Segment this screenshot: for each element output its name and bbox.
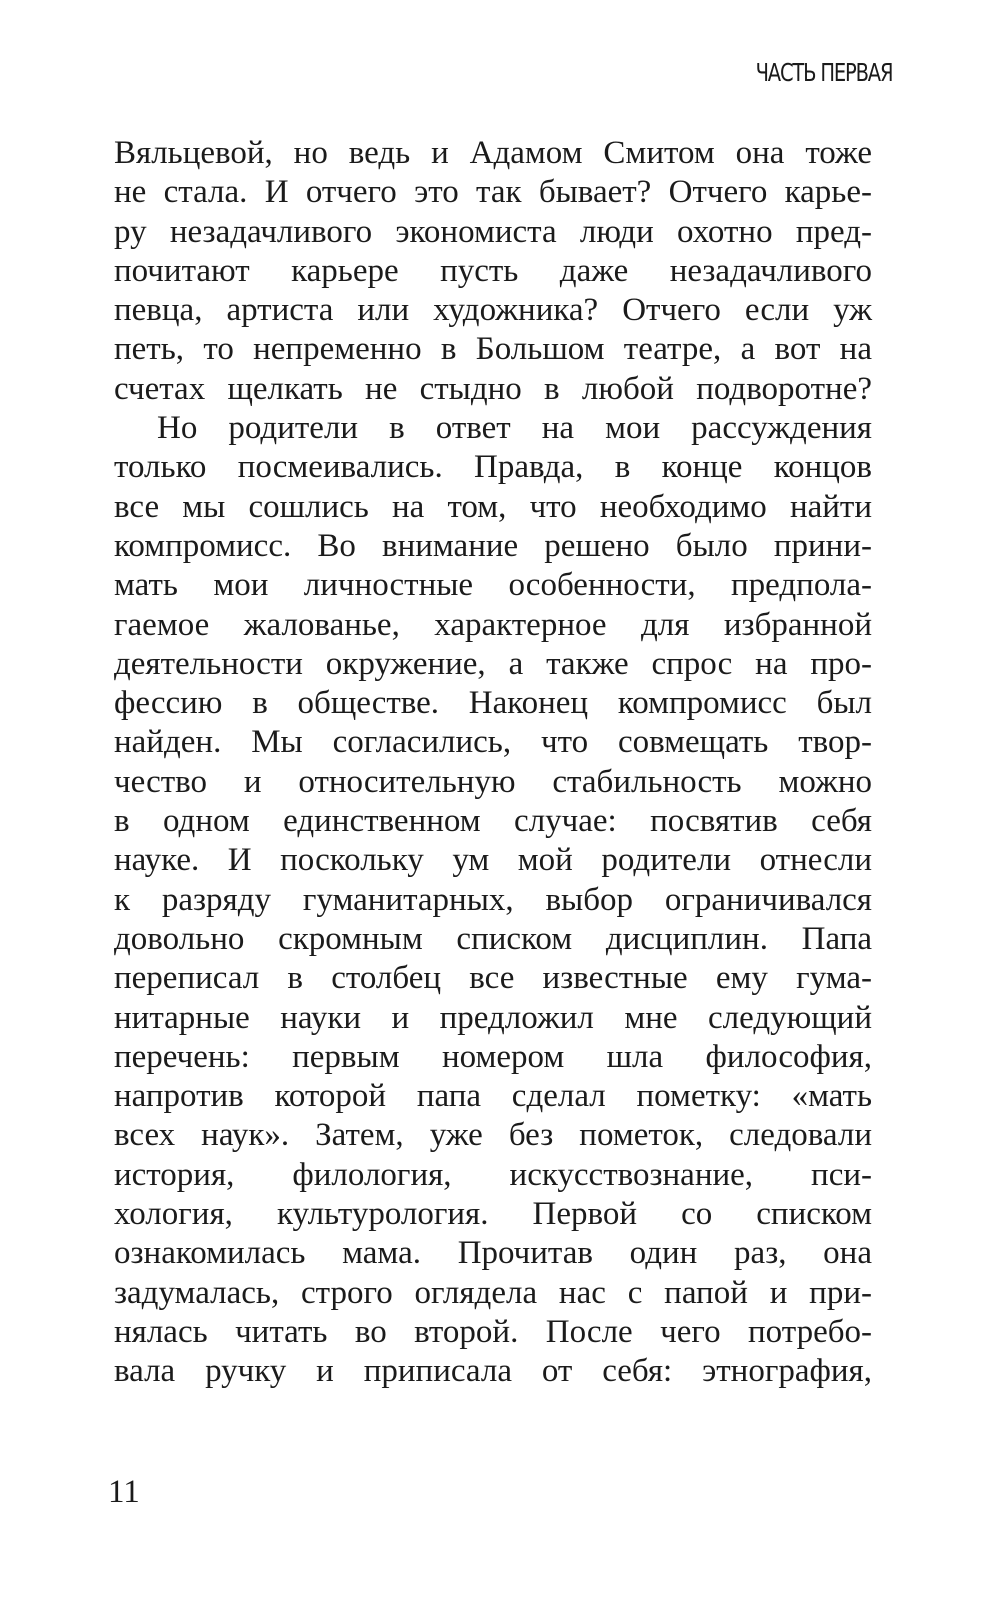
text-line: к разряду гуманитарных, выбор ограничивался	[114, 881, 872, 918]
text-line: вала ручку и приписала от себя: этнография,	[114, 1353, 872, 1390]
body-text	[114, 134, 872, 1392]
text-line: все мы сошлись на том, что необходимо найти	[114, 488, 872, 525]
text-line: ознакомилась мама. Прочитав один раз, она	[114, 1235, 872, 1272]
text-line: петь, то непременно в Большом театре, а вот на	[114, 331, 872, 368]
text-line: перечень: первым номером шла философия,	[114, 1038, 872, 1075]
text-line: фессию в обществе. Наконец компромисс был	[114, 685, 872, 722]
text-line: хология, культурология. Первой со списком	[114, 1196, 872, 1233]
text-line: только посмеивались. Правда, в конце концов	[114, 449, 872, 486]
text-line: Но родители в ответ на мои рассуждения	[157, 410, 872, 447]
text-line: переписал в столбец все известные ему гума-	[114, 960, 872, 997]
text-line: не стала. И отчего это так бывает? Отчего карье-	[114, 174, 872, 211]
text-line: нялась читать во второй. После чего потребо-	[114, 1313, 872, 1350]
text-line: ру незадачливого экономиста люди охотно пред-	[114, 213, 872, 250]
text-line: деятельности окружение, а также спрос на про-	[114, 645, 872, 682]
text-line: задумалась, строго оглядела нас с папой и при-	[114, 1274, 872, 1311]
text-line: история, филология, искусствознание, пси-	[114, 1156, 872, 1193]
text-line: компромисс. Во внимание решено было прини-	[114, 527, 872, 564]
text-line: Вяльцевой, но ведь и Адамом Смитом она тоже	[114, 135, 872, 171]
page-number: 11	[108, 1474, 140, 1510]
text-line: певца, артиста или художника? Отчего если уж	[114, 292, 872, 329]
text-line: мать мои личностные особенности, предпола-	[114, 567, 872, 604]
text-line: довольно скромным списком дисциплин. Папа	[114, 920, 872, 957]
text-line: нитарные науки и предложил мне следующий	[114, 999, 872, 1036]
text-line: в одном единственном случае: посвятив себя	[114, 803, 872, 840]
text-line: почитают карьере пусть даже незадачливого	[114, 252, 872, 289]
text-line: гаемое жалованье, характерное для избранной	[114, 606, 872, 643]
text-line: чество и относительную стабильность можно	[114, 763, 872, 800]
running-head: ЧАСТЬ ПЕРВАЯ	[755, 58, 892, 87]
text-line: науке. И поскольку ум мой родители отнесли	[114, 842, 872, 879]
text-line: напротив которой папа сделал пометку: «мать	[114, 1078, 872, 1115]
text-line: всех наук». Затем, уже без пометок, следовали	[114, 1117, 872, 1154]
text-line: найден. Мы согласились, что совмещать твор-	[114, 724, 872, 761]
text-line: счетах щелкать не стыдно в любой подворотне?	[114, 370, 872, 407]
